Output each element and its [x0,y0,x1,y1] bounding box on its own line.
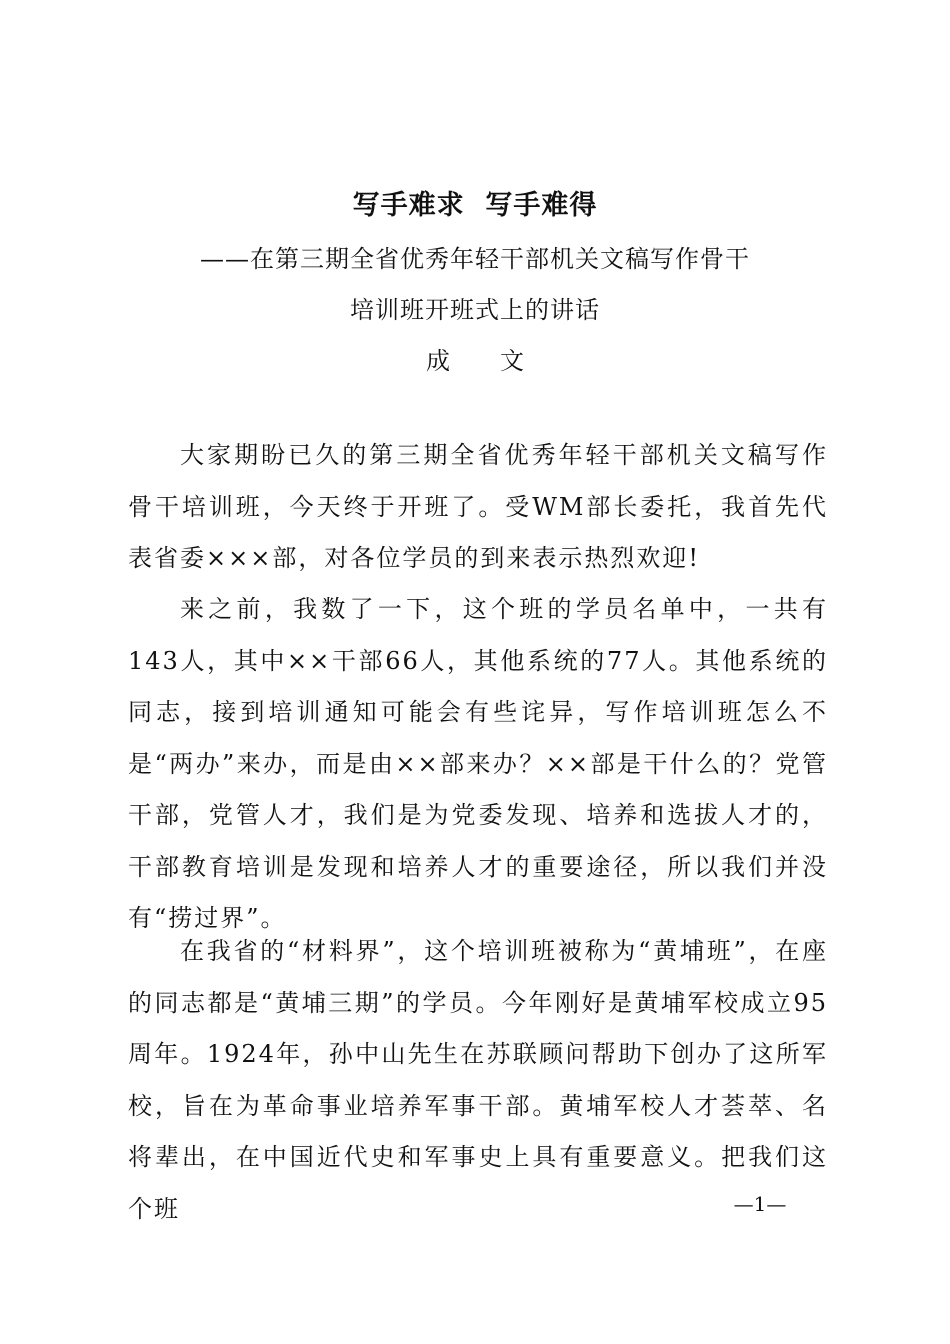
body-paragraph-2: 来之前，我数了一下，这个班的学员名单中，一共有143人，其中××干部66人，其他系统的77人。其他系统的同志，接到培训通知可能会有些诧异，写作培训班怎么不是“两办”来办，而是由××部来办？××部是干什么的？党管干部，党管人才，我们是为党委发现、培养和选拔人才的，干部教育培训是发现和培养人才的重要途径，所以我们并没有“捞过界”。 [128,595,828,932]
document-author: 成文 [426,347,574,375]
document-subtitle-line-1: ——在第三期全省优秀年轻干部机关文稿写作骨干 [200,245,750,273]
body-paragraph-1: 大家期盼已久的第三期全省优秀年轻干部机关文稿写作骨干培训班，今天终于开班了。受WM部长委托，我首先代表省委×××部，对各位学员的到来表示热烈欢迎! [128,441,828,572]
document-title: 写手难求 写手难得 [352,190,598,221]
document-subtitle-line-2: 培训班开班式上的讲话 [350,296,600,324]
page-number: —1— [733,1192,787,1216]
body-paragraph-3: 在我省的“材料界”，这个培训班被称为“黄埔班”，在座的同志都是“黄埔三期”的学员。今年刚好是黄埔军校成立95周年。1924年，孙中山先生在苏联顾问帮助下创办了这所军校，旨在为革命事业培养军事干部。黄埔军校人才荟萃、名将辈出，在中国近代史和军事史上具有重要意义。把我们这个班 [128,937,828,1223]
